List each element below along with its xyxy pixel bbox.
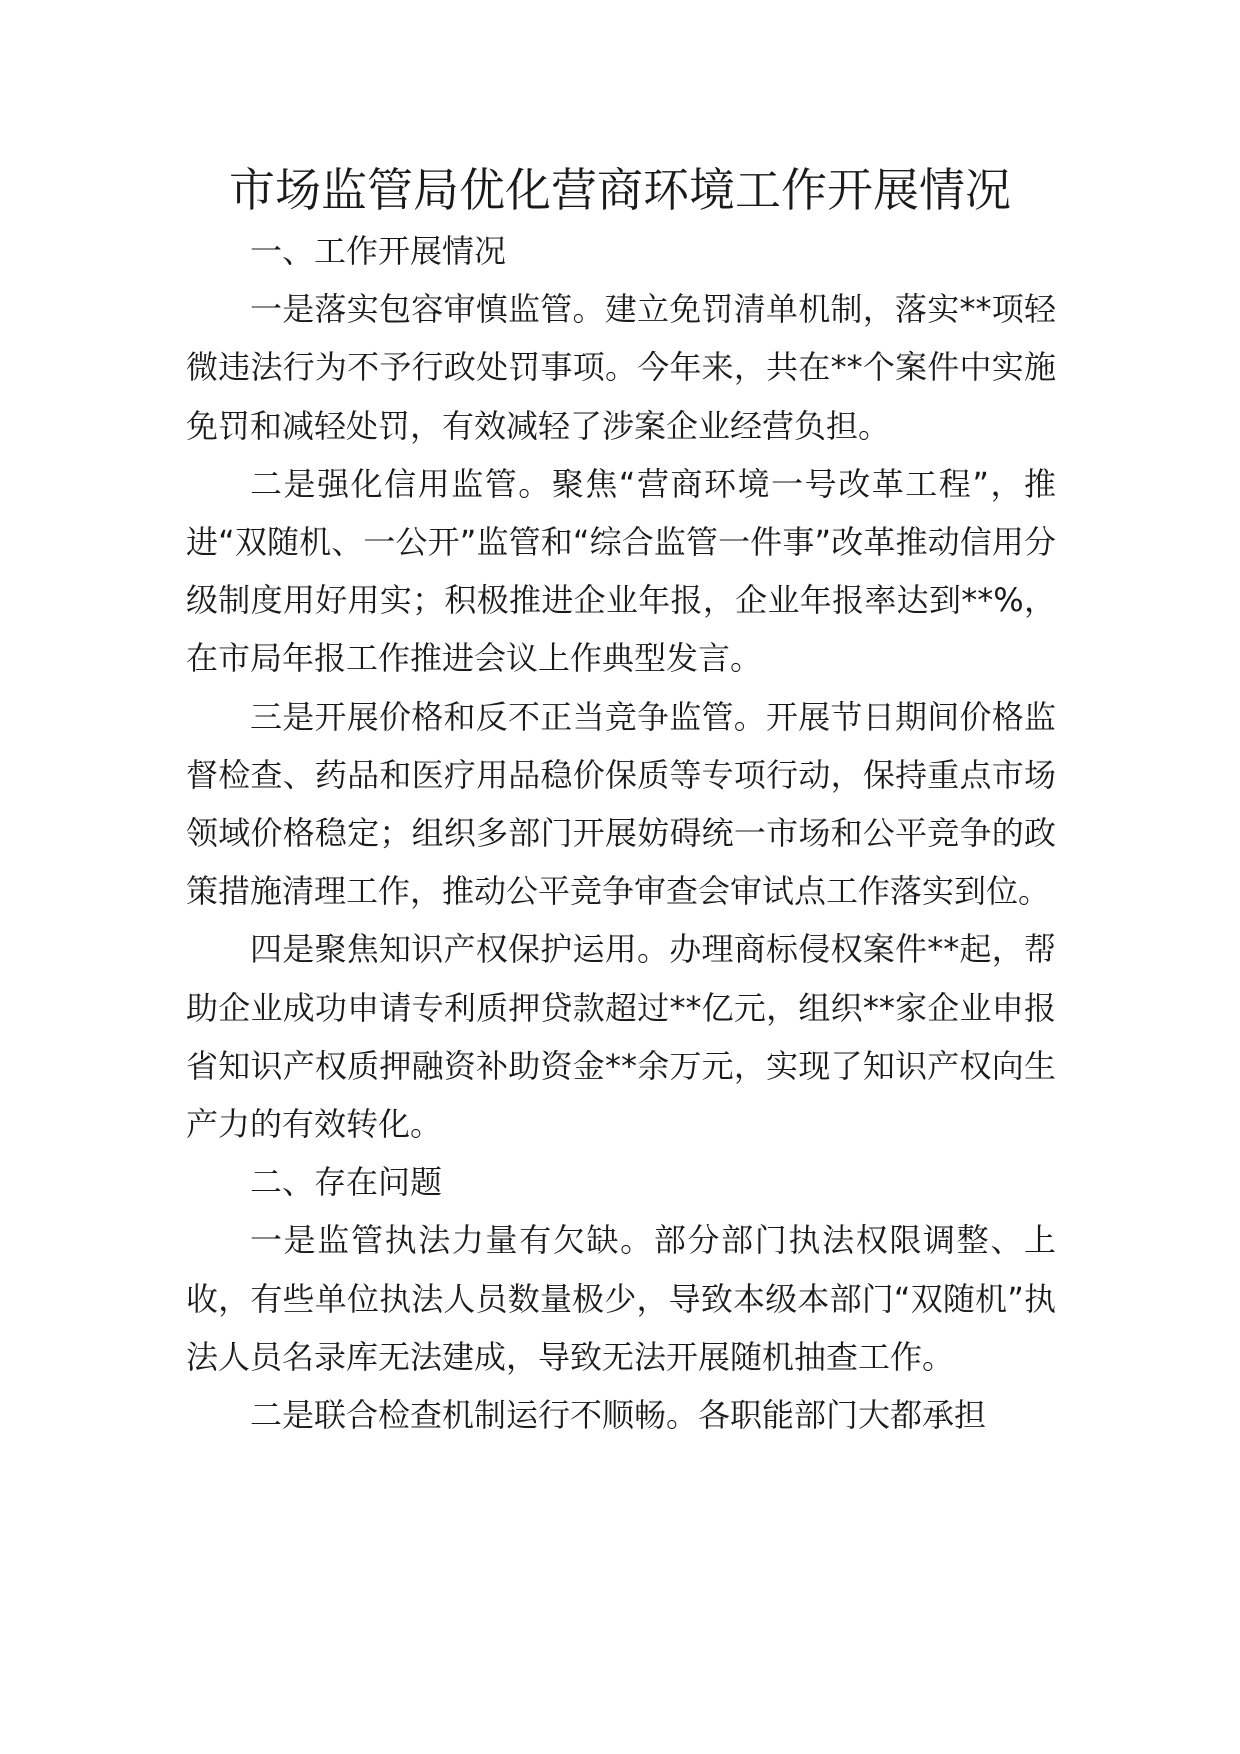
document-title: 市场监管局优化营商环境工作开展情况	[229, 163, 1011, 217]
paragraph: 三是开展价格和反不正当竞争监管。开展节日期间价格监督检查、药品和医疗用品稳价保质等专项行动，保持重点市场领域价格稳定；组织多部门开展妨碍统一市场和公平竞争的政策措施清理工作，推动公平竞争审查会审试点工作落实到位。	[186, 697, 1056, 911]
section-heading: 一、工作开展情况	[250, 232, 507, 270]
paragraph: 二是强化信用监管。聚焦“营商环境一号改革工程”，推进“双随机、一公开”监管和“综合监管一件事”改革推动信用分级制度用好用实；积极推进企业年报，企业年报率达到**%，在市局年报工作推进会议上作典型发言。	[186, 464, 1056, 678]
document-body	[186, 222, 1056, 1444]
paragraph: 二是联合检查机制运行不顺畅。各职能部门大都承担	[250, 1396, 987, 1435]
paragraph: 一是监管执法力量有欠缺。部分部门执法权限调整、上收，有些单位执法人员数量极少，导致本级本部门“双随机”执法人员名录库无法建成，导致无法开展随机抽查工作。	[186, 1221, 1056, 1376]
section-heading: 二、存在问题	[250, 1163, 443, 1202]
paragraph: 一是落实包容审慎监管。建立免罚清单机制，落实**项轻微违法行为不予行政处罚事项。今年来，共在**个案件中实施免罚和减轻处罚，有效减轻了涉案企业经营负担。	[186, 290, 1056, 445]
paragraph: 四是聚焦知识产权保护运用。办理商标侵权案件**起，帮助企业成功申请专利质押贷款超过**亿元，组织**家企业申报省知识产权质押融资补助资金**余万元，实现了知识产权向生产力的有效转化。	[186, 930, 1056, 1144]
